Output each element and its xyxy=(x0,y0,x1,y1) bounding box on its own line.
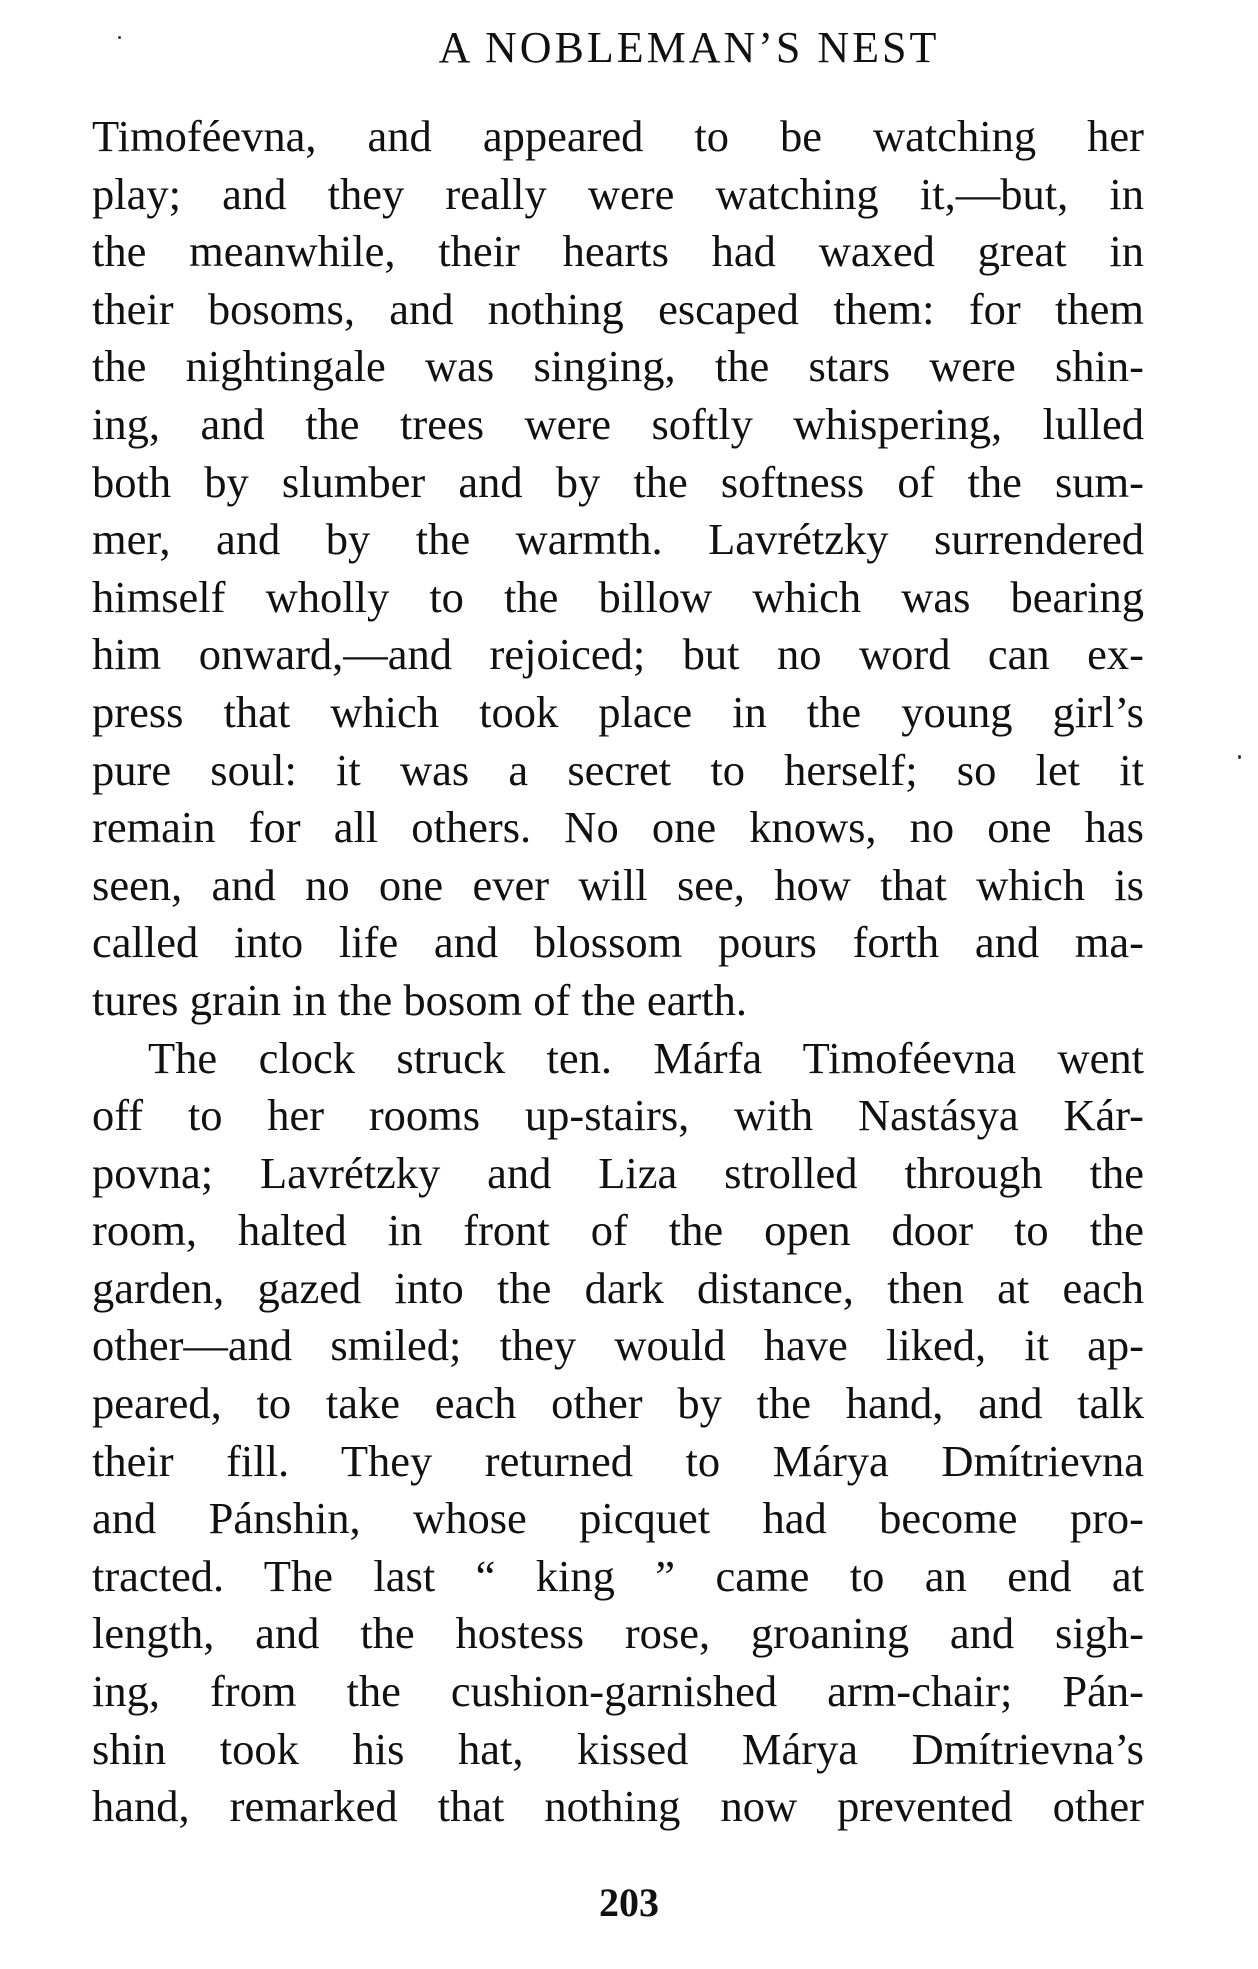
text-line: tures grain in the bosom of the earth. xyxy=(92,974,747,1025)
text-line: tracted. The last “ king ” came to an end at xyxy=(92,1550,1144,1601)
page-number: 203 xyxy=(599,1880,659,1925)
text-line: length, and the hostess rose, groaning and sigh- xyxy=(92,1608,1144,1659)
paragraph-1 xyxy=(92,108,1144,1030)
running-head: A NOBLEMAN’S NEST xyxy=(438,23,940,72)
text-line: off to her rooms up-stairs, with Nastásya Kár- xyxy=(92,1090,1144,1141)
text-line: and Pánshin, whose picquet had become pro- xyxy=(92,1493,1144,1544)
text-line: peared, to take each other by the hand, and talk xyxy=(92,1378,1144,1429)
text-line: the meanwhile, their hearts had waxed great in xyxy=(92,226,1144,277)
print-speck xyxy=(118,36,121,39)
text-line: shin took his hat, kissed Márya Dmítrievna’s xyxy=(92,1723,1144,1774)
text-line: seen, and no one ever will see, how that which is xyxy=(92,859,1144,910)
text-line: The clock struck ten. Márfa Timoféevna went xyxy=(148,1032,1144,1083)
body-text xyxy=(92,108,1144,1836)
text-line: pure soul: it was a secret to herself; so let it xyxy=(92,744,1144,795)
text-line: Timoféevna, and appeared to be watching her xyxy=(92,111,1144,161)
text-line: other—and smiled; they would have liked, it ap- xyxy=(92,1320,1144,1371)
paragraph-2 xyxy=(92,1030,1144,1836)
text-line: remain for all others. No one knows, no one has xyxy=(92,802,1144,853)
text-line: himself wholly to the billow which was bearing xyxy=(92,571,1144,622)
text-line: press that which took place in the young girl’s xyxy=(92,686,1144,737)
text-line: him onward,—and rejoiced; but no word can ex- xyxy=(92,629,1144,680)
text-line: mer, and by the warmth. Lavrétzky surrendered xyxy=(92,514,1144,565)
text-line: garden, gazed into the dark distance, then at each xyxy=(92,1262,1144,1313)
text-line: the nightingale was singing, the stars were shin- xyxy=(92,341,1144,392)
text-line: their fill. They returned to Márya Dmítrievna xyxy=(92,1435,1144,1486)
print-speck xyxy=(1238,755,1241,759)
text-line: their bosoms, and nothing escaped them: for them xyxy=(92,283,1144,334)
text-line: play; and they really were watching it,—but, in xyxy=(92,168,1144,219)
text-line: both by slumber and by the softness of the sum- xyxy=(92,456,1144,507)
text-line: ing, from the cushion-garnished arm-chair; Pán- xyxy=(92,1666,1144,1717)
text-line: called into life and blossom pours forth and ma- xyxy=(92,917,1144,968)
text-line: hand, remarked that nothing now prevented other xyxy=(92,1781,1144,1832)
text-line: povna; Lavrétzky and Liza strolled through the xyxy=(92,1147,1144,1198)
text-line: ing, and the trees were softly whispering, lulled xyxy=(92,398,1144,449)
text-line: room, halted in front of the open door to the xyxy=(92,1205,1144,1256)
